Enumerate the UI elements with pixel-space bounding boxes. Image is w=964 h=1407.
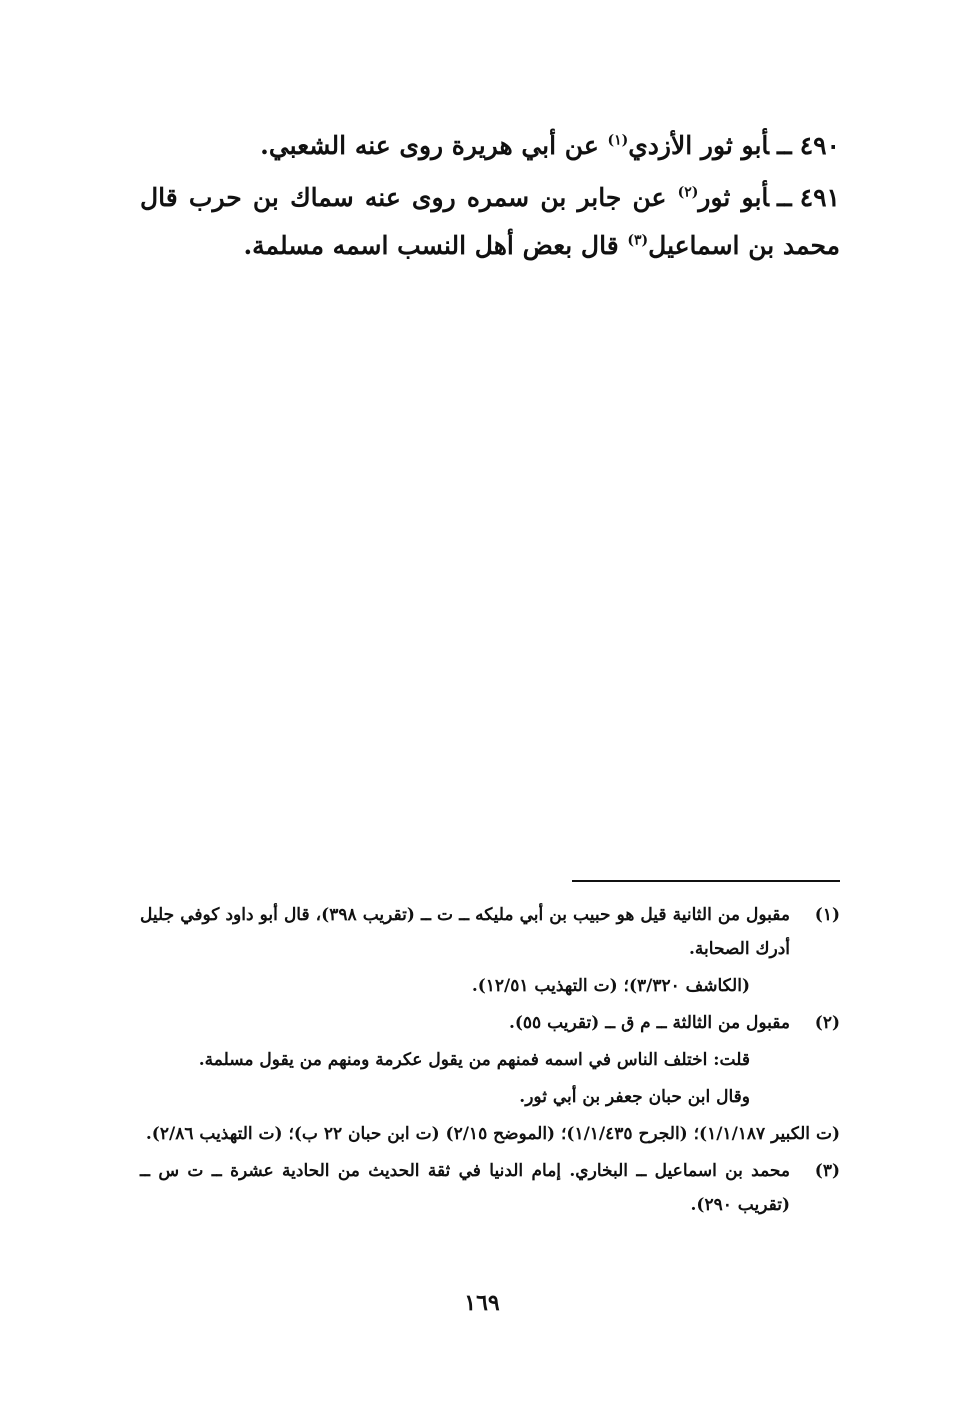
entry-dash: ــ	[777, 131, 792, 160]
biography-entries	[140, 122, 840, 274]
footnote-3	[140, 1154, 840, 1222]
footnote-text: مقبول من الثالثة ــ م ق ــ (تقريب ٥٥).	[508, 1013, 790, 1033]
entry-text: أبو ثور	[698, 183, 770, 212]
page-number: ١٦٩	[464, 1290, 500, 1316]
entry-dash: ــ	[777, 183, 792, 212]
footnote-ref: (٢)	[677, 184, 699, 201]
entry-number: ٤٩٠	[799, 131, 840, 160]
footnote-text: مقبول من الثانية قيل هو حبيب بن أبي مليكه ــ ت ــ (تقريب ٣٩٨)، قال أبو داود كوفي جليل أدرك الصحابة.	[140, 905, 790, 959]
entry-text: أبو ثور الأزدي	[628, 131, 770, 160]
footnote-text: محمد بن اسماعيل ــ البخاري. إمام الدنيا في ثقة الحديث من الحادية عشرة ــ ت س ــ (تقريب ٢٩٠).	[140, 1161, 790, 1215]
entry-number: ٤٩١	[799, 183, 840, 212]
entry-491	[140, 174, 840, 270]
footnote-ref: (١)	[607, 132, 629, 149]
footnote-ref: (٣)	[627, 232, 649, 249]
footnote-number: (٢)	[814, 1013, 840, 1033]
footnote-1	[140, 898, 840, 1003]
footnote-source: (ت الكبير ١/١/١٨٧)؛ (الجرح ١/١/٤٣٥)؛ (الموضح ٢/١٥) (ت ابن حبان ٢٢ ب)؛ (ت التهذيب ٢/٨٦).	[145, 1124, 840, 1144]
entry-text: قال بعض أهل النسب اسمه مسلمة.	[243, 231, 628, 260]
footnote-number: (١)	[814, 905, 840, 925]
footnote-remark: وقال ابن حبان جعفر بن أبي ثور.	[519, 1087, 750, 1107]
footnotes	[140, 898, 840, 1225]
footnote-number: (٣)	[814, 1161, 840, 1181]
footnote-2	[140, 1006, 840, 1151]
entry-text: عن جابر بن سمره روى عنه سماك بن حرب قال محمد بن اسماعيل	[140, 183, 840, 260]
footnote-remark: قلت: اختلف الناس في اسمه فمنهم من يقول عكرمة ومنهم من يقول مسلمة.	[198, 1050, 750, 1070]
footnote-separator	[572, 880, 840, 882]
entry-text: عن أبي هريرة روى عنه الشعبي.	[260, 131, 608, 160]
entry-490	[140, 122, 840, 170]
footnote-source: (الكاشف ٣/٣٢٠)؛ (ت التهذيب ١٢/٥١).	[471, 976, 750, 996]
